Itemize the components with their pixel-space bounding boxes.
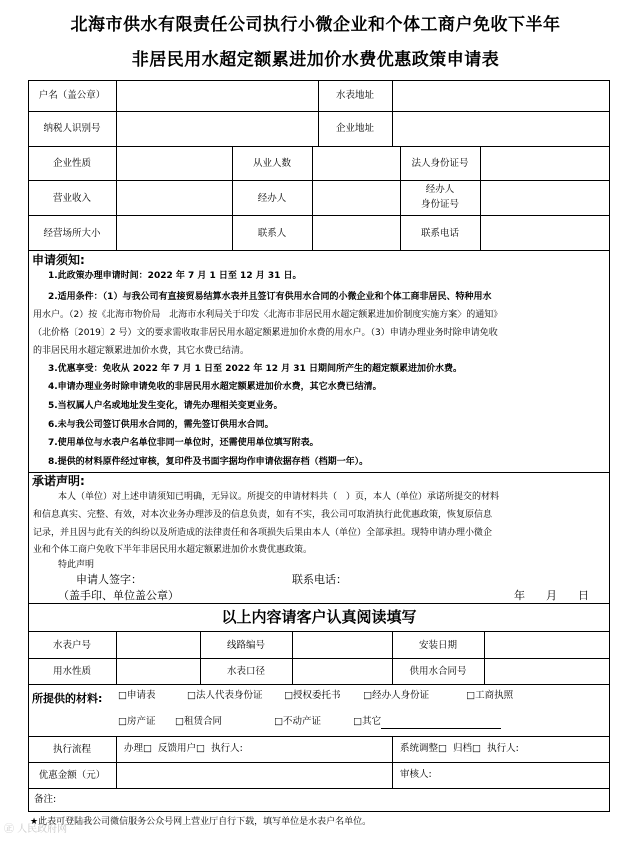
meter-caliber-label: 水表口径 <box>226 666 265 677</box>
agent-id-label-1: 经办人 <box>425 184 455 195</box>
agent-id-label-2: 身份证号 <box>420 199 459 210</box>
agent-label: 经办人 <box>257 193 287 204</box>
notice-item: 5.当权属人户名或地址发生变化，请先办理相关变更业务。 <box>48 401 283 411</box>
commitment-line: 本人（单位）对上述申请须知已明确，无异议。所提交的申请材料共（ ）页，本人（单位）承诺所提交的材料 <box>58 492 500 502</box>
name-label: 户名（盖公章） <box>38 90 106 101</box>
notice-item: 6.未与我公司签订供用水合同的，需先签订供用水合同。 <box>48 420 274 430</box>
stamp-note: （盖手印、单位盖公章） <box>58 589 179 602</box>
process-executor-right: 执行人: <box>487 743 519 754</box>
material-checkbox[interactable]: 经办人身份证 <box>372 690 430 701</box>
watermark: ㊣ 人民政府网 <box>4 824 68 835</box>
notice-item: 3.优惠享受：免收从 2022 年 7 月 1 日至 2022 年 12 月 31 日期间所产生的超定额累进加价水费。 <box>48 364 462 374</box>
material-checkbox[interactable]: 申请表 <box>126 690 156 701</box>
applicant-sign-label: 申请人签字： <box>76 573 142 586</box>
notice-heading: 申请须知: <box>32 253 85 267</box>
date-year: 年 <box>514 589 525 602</box>
revenue-label: 营业收入 <box>52 193 91 204</box>
site-size-label: 经营场所大小 <box>43 228 101 239</box>
company-address-label: 企业地址 <box>335 123 374 134</box>
meter-account-label: 水表户号 <box>52 640 91 651</box>
special-declaration: 特此声明 <box>58 560 95 570</box>
material-checkbox[interactable]: 房产证 <box>126 716 156 727</box>
process-left: 办理□ 反馈用户□ 执行人: <box>124 743 243 754</box>
process-archive[interactable]: 归档 <box>453 743 473 754</box>
material-checkbox[interactable]: 其它 <box>362 716 382 727</box>
material-checkbox[interactable]: 工商执照 <box>475 690 514 701</box>
materials-row-1: □申请表 □法人代表身份证 □授权委托书 □经办人身份证 □工商执照 <box>118 690 514 701</box>
notice-item: 1.此政策办理申请时间：2022 年 7 月 1 日至 12 月 31 日。 <box>48 271 302 281</box>
material-checkbox[interactable]: 授权委托书 <box>293 690 341 701</box>
material-checkbox[interactable]: 不动产证 <box>283 716 322 727</box>
commitment-line: 记录，并且因与此有关的纠纷以及所造成的法律责任和各项损失后果由本人（单位）全部承担。现特申请办理小微企 <box>33 528 493 538</box>
notice-item: 2.适用条件：（1）与我公司有直接贸易结算水表并且签订有供用水合同的小微企业和个体工商非居民、特种用水 <box>48 292 492 302</box>
form-title-line-1: 北海市供水有限责任公司执行小微企业和个体工商户免收下半年 <box>70 15 561 35</box>
notice-item: 4.申请办理业务时除申请免收的非居民用水超定额累进加价水费，其它水费已结清。 <box>48 382 382 392</box>
line-number-label: 线路编号 <box>226 640 265 651</box>
process-feedback[interactable]: 反馈用户 <box>158 743 197 754</box>
commit-phone-label: 联系电话： <box>292 573 347 586</box>
date-day: 日 <box>578 589 589 602</box>
notice-item: 的非居民用水超定额累进加价水费，其它水费已结清。 <box>33 346 250 356</box>
discount-label: 优惠金额（元） <box>38 770 106 781</box>
contract-no-label: 供用水合同号 <box>409 666 467 677</box>
notice-item: 用水户。（2）按《北海市物价局 北海市水利局关于印发〈北海市非居民用水超定额累进加价制度实施方案〉的通知》 <box>33 310 503 320</box>
form-title-line-2: 非居民用水超定额累进加价水费优惠政策申请表 <box>131 50 500 70</box>
notice-item: 7.使用单位与水表户名单位非同一单位时，还需使用单位填写附表。 <box>48 438 319 448</box>
process-right: 系统调整□ 归档□ 执行人: <box>400 743 519 754</box>
process-handle[interactable]: 办理 <box>124 743 144 754</box>
contact-phone-label: 联系电话 <box>420 228 459 239</box>
company-nature-label: 企业性质 <box>52 158 91 169</box>
water-nature-label: 用水性质 <box>52 666 91 677</box>
commitment-line: 和信息真实、完整、有效，对本次业务办理涉及的信息负责，如有不实，我公司可取消执行此优惠政策，恢复原信息 <box>33 510 493 520</box>
install-date-label: 安装日期 <box>418 640 457 651</box>
remarks-label: 备注: <box>34 794 57 805</box>
notice-item: （北价格〔2019〕2 号）文的要求需收取非居民用水超定额累进加价水费的用水户。（3）申请办理业务时除申请免收 <box>33 328 498 338</box>
material-checkbox[interactable]: 租赁合同 <box>184 716 223 727</box>
contact-label: 联系人 <box>257 228 287 239</box>
material-checkbox[interactable]: 法人代表身份证 <box>196 690 263 701</box>
legal-id-label: 法人身份证号 <box>411 158 469 169</box>
footer-note: ★此表可登陆我公司微信服务公众号网上营业厅自行下载，填写单位是水表户名单位。 <box>30 817 372 827</box>
materials-label: 所提供的材料: <box>32 692 103 705</box>
meter-address-label: 水表地址 <box>335 90 374 101</box>
customer-section-title: 以上内容请客户认真阅读填写 <box>221 608 417 626</box>
employees-label: 从业人数 <box>252 158 291 169</box>
notice-item: 8.提供的材料原件经过审核，复印件及书面字据均作申请依据存档（档期一年）。 <box>48 457 369 467</box>
process-executor-left: 执行人: <box>211 743 243 754</box>
commitment-heading: 承诺声明: <box>32 474 85 488</box>
date-month: 月 <box>546 589 557 602</box>
materials-row-2: □房产证 □租赁合同 □不动产证 □其它 <box>118 714 501 729</box>
process-system-adjust[interactable]: 系统调整 <box>400 743 439 754</box>
reviewer-label: 审核人: <box>400 769 432 780</box>
commitment-line: 业和个体工商户免收下半年非居民用水超定额累进加价水费优惠政策。 <box>33 545 313 555</box>
taxpayer-id-label: 纳税人识别号 <box>43 123 101 134</box>
process-label: 执行流程 <box>52 744 91 755</box>
